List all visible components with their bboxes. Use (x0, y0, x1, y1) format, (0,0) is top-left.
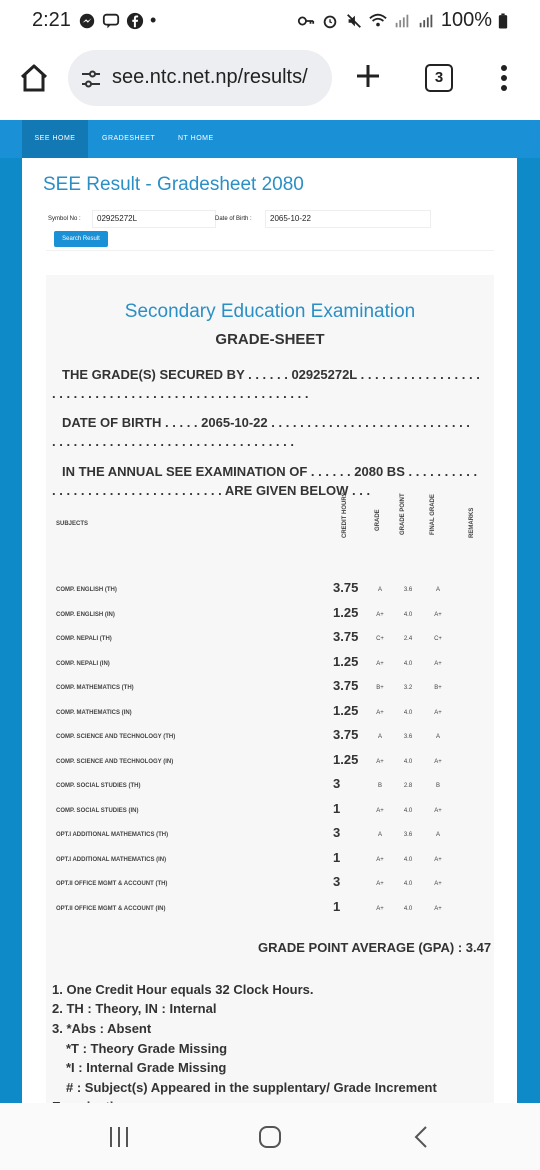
exam-line: IN THE ANNUAL SEE EXAMINATION OF . . . . . . 2080 BS . . . . . . . . . . (62, 464, 478, 479)
subject-cell: COMP. MATHEMATICS (IN) (56, 709, 132, 716)
grade-point-cell: 4.0 (403, 660, 413, 667)
battery-text: 100% (440, 9, 492, 31)
signal-icon-2 (417, 12, 435, 30)
grade-cell: A+ (376, 709, 384, 716)
grade-cell: A+ (376, 611, 384, 618)
grade-sheet (46, 275, 494, 1105)
grade-point-cell: 4.0 (403, 611, 413, 618)
subject-cell: COMP. SCIENCE AND TECHNOLOGY (IN) (56, 758, 174, 765)
note-1: 1. One Credit Hour equals 32 Clock Hours. (52, 982, 314, 997)
note-theory-missing: *T : Theory Grade Missing (66, 1041, 228, 1056)
wifi-icon (369, 12, 387, 30)
credit-cell: 1.25 (333, 702, 359, 718)
home-nav-icon[interactable] (258, 1125, 282, 1149)
grade-point-cell: 3.6 (403, 734, 413, 740)
grade-cell: A+ (376, 660, 384, 667)
subject-cell: COMP. ENGLISH (TH) (56, 587, 117, 593)
final-grade-cell: B (435, 783, 440, 789)
grade-cell: A (377, 832, 382, 838)
grade-cell: A+ (376, 856, 384, 863)
grade-point-cell: 4.0 (403, 881, 413, 887)
dob-input[interactable]: 2065-10-22 (265, 210, 431, 228)
subject-cell: OPT.I ADDITIONAL MATHEMATICS (TH) (56, 832, 169, 838)
credit-cell: 1 (333, 849, 341, 865)
url-text[interactable]: see.ntc.net.np/results/ (112, 66, 308, 88)
subject-cell: COMP. ENGLISH (IN) (56, 611, 115, 618)
note-3: 3. *Abs : Absent (52, 1021, 152, 1036)
address-bar[interactable] (68, 50, 332, 106)
grade-point-cell: 4.0 (403, 709, 413, 716)
subject-cell: COMP. SCIENCE AND TECHNOLOGY (TH) (56, 734, 176, 740)
final-grade-cell: A+ (434, 905, 442, 912)
final-grade-cell: A+ (434, 709, 442, 716)
new-tab-icon[interactable] (354, 62, 382, 90)
home-icon[interactable] (18, 62, 50, 94)
grade-cell: A+ (376, 881, 384, 887)
grade-cell: B (377, 783, 382, 789)
key-icon (297, 12, 315, 30)
credit-cell: 3 (333, 825, 341, 840)
credit-cell: 1.25 (333, 653, 359, 669)
grade-point-cell: 3.6 (403, 587, 413, 593)
credit-cell: 3 (333, 776, 341, 791)
battery-icon (498, 12, 508, 30)
final-grade-cell: A+ (434, 660, 442, 667)
system-nav-bar (0, 1103, 540, 1170)
more-notifications-dot: • (150, 10, 157, 30)
site-settings-icon[interactable] (80, 68, 102, 90)
facebook-icon (126, 12, 144, 30)
search-result-button[interactable]: Search Result (54, 231, 108, 247)
final-grade-cell: A (435, 734, 440, 740)
messenger-icon (78, 12, 96, 30)
final-grade-cell: A+ (434, 881, 442, 887)
nav-see-home[interactable]: SEE HOME (22, 120, 88, 158)
credit-cell: 3 (333, 874, 341, 889)
final-grade-cell: B+ (434, 685, 442, 691)
final-grade-cell: A (435, 832, 440, 838)
credit-cell: 3.75 (333, 580, 359, 595)
site-navbar (0, 120, 540, 158)
grade-point-cell: 4.0 (403, 856, 413, 863)
alarm-icon (321, 12, 339, 30)
dob-dots: . . . . . . . . . . . . . . . . . . . . . . . . . . . . . . . . . . (52, 434, 294, 449)
more-menu-icon[interactable] (498, 64, 510, 92)
tab-switcher-button[interactable]: 3 (425, 64, 453, 92)
status-right (297, 9, 508, 32)
nav-nt-home[interactable]: NT HOME (178, 135, 214, 142)
subject-cell: OPT.II OFFICE MGMT & ACCOUNT (TH) (56, 881, 168, 887)
main-content (22, 158, 517, 1103)
grade-point-cell: 4.0 (403, 905, 413, 912)
status-time: 2:21 (32, 9, 71, 31)
subject-cell: OPT.I ADDITIONAL MATHEMATICS (IN) (56, 856, 167, 863)
header-grade: GRADE (375, 509, 381, 531)
credit-cell: 3.75 (333, 629, 359, 644)
header-final-grade: FINAL GRADE (430, 494, 436, 535)
secured-by-line: THE GRADE(S) SECURED BY . . . . . . 02925272L . . . . . . . . . . . . . . . . . (62, 367, 480, 382)
final-grade-cell: A (435, 587, 440, 593)
subject-cell: COMP. SOCIAL STUDIES (IN) (56, 807, 139, 814)
subject-cell: COMP. MATHEMATICS (TH) (56, 685, 134, 691)
recent-apps-icon[interactable] (108, 1125, 130, 1149)
gpa-text: GRADE POINT AVERAGE (GPA) : 3.47 (258, 940, 492, 955)
chat-icon (102, 12, 120, 30)
dob-label: Date of Birth : (215, 216, 252, 222)
grade-cell: A+ (376, 807, 384, 814)
credit-cell: 1.25 (333, 751, 359, 767)
grade-cell: C+ (376, 636, 384, 642)
credit-cell: 3.75 (333, 678, 359, 693)
notification-icons (78, 10, 156, 31)
subject-cell: OPT.II OFFICE MGMT & ACCOUNT (IN) (56, 905, 166, 912)
final-grade-cell: A+ (434, 807, 442, 814)
grade-point-cell: 2.4 (403, 636, 413, 642)
given-below-line: . . . . . . . . . . . . . . . . . . . . . . . . ARE GIVEN BELOW . . . (52, 483, 371, 498)
note-2: 2. TH : Theory, IN : Internal (52, 1001, 217, 1016)
grade-cell: A+ (376, 905, 384, 912)
grade-point-cell: 2.8 (403, 783, 413, 789)
subject-cell: COMP. NEPALI (IN) (56, 660, 110, 667)
grade-cell: B+ (376, 685, 384, 691)
final-grade-cell: A+ (434, 856, 442, 863)
secured-by-dots: . . . . . . . . . . . . . . . . . . . . . . . . . . . . . . . . . . . . (52, 386, 309, 401)
symbol-input[interactable]: 02925272L (92, 210, 216, 228)
note-internal-missing: *I : Internal Grade Missing (66, 1060, 227, 1075)
header-grade-point: GRADE POINT (400, 493, 406, 535)
grade-cell: A+ (376, 758, 384, 765)
grade-point-cell: 4.0 (403, 758, 413, 765)
nav-gradesheet[interactable]: GRADESHEET (102, 135, 156, 142)
page-title: SEE Result - Gradesheet 2080 (43, 174, 304, 195)
web-page (0, 120, 540, 1103)
note-supplementary: # : Subject(s) Appeared in the supplentary/ Grade Increment (66, 1080, 437, 1095)
final-grade-cell: A+ (434, 611, 442, 618)
divider (46, 250, 494, 251)
header-credit-hours: CREDIT HOURS (342, 492, 348, 538)
credit-cell: 3.75 (333, 727, 359, 742)
credit-cell: 1 (333, 898, 341, 914)
credit-cell: 1.25 (333, 604, 359, 620)
final-grade-cell: A+ (434, 758, 442, 765)
subject-cell: COMP. SOCIAL STUDIES (TH) (56, 783, 141, 789)
signal-icon (393, 12, 411, 30)
grade-cell: A (377, 587, 382, 593)
subject-cell: COMP. NEPALI (TH) (56, 636, 112, 642)
grade-point-cell: 3.2 (403, 685, 413, 691)
exam-title: Secondary Education Examination (124, 301, 416, 322)
grade-point-cell: 3.6 (403, 832, 413, 838)
browser-toolbar (0, 42, 540, 120)
credit-cell: 1 (333, 800, 341, 816)
mute-icon (345, 12, 363, 30)
back-icon[interactable] (412, 1125, 430, 1149)
grade-cell: A (377, 734, 382, 740)
sheet-title: GRADE-SHEET (215, 331, 325, 348)
header-subjects: SUBJECTS (56, 521, 89, 527)
status-bar (0, 0, 540, 42)
symbol-label: Symbol No : (48, 216, 81, 222)
header-remarks: REMARKS (469, 507, 475, 538)
dob-line: DATE OF BIRTH . . . . . 2065-10-22 . . . . . . . . . . . . . . . . . . . . . . . . . . . . (62, 415, 470, 430)
final-grade-cell: C+ (434, 636, 442, 642)
grade-point-cell: 4.0 (403, 807, 413, 814)
